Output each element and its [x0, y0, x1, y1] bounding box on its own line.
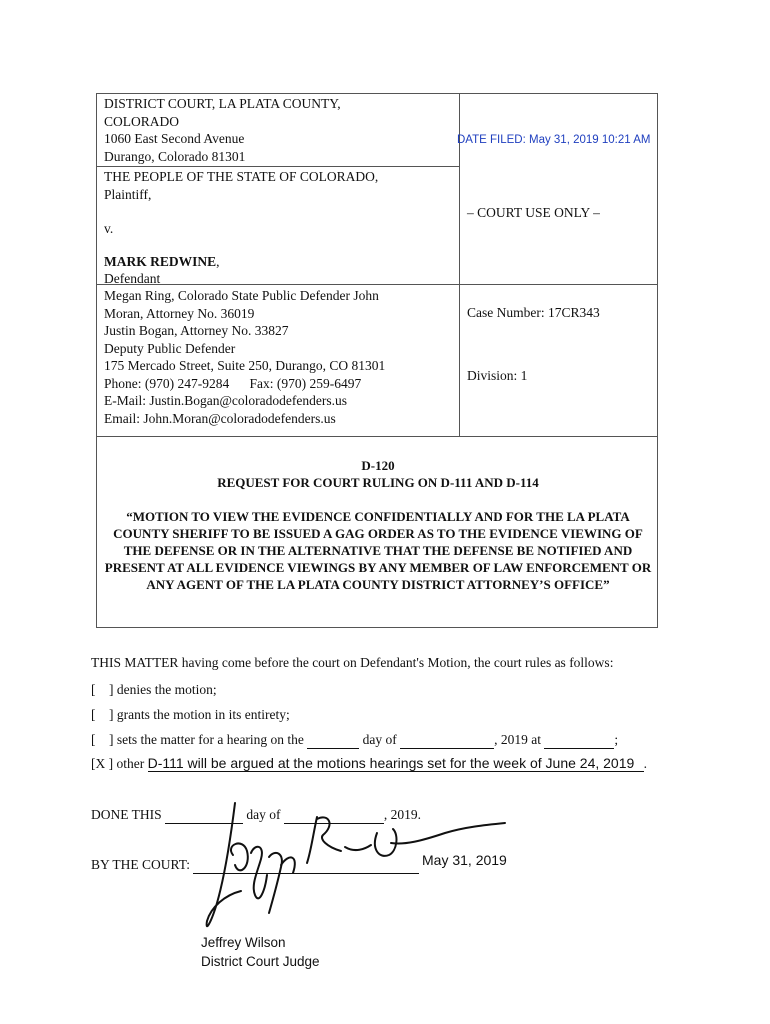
plaintiff-name: THE PEOPLE OF THE STATE OF COLORADO, — [104, 169, 379, 184]
court-name-line-2: COLORADO — [104, 113, 180, 129]
judge-signature — [195, 795, 515, 945]
court-info — [104, 95, 454, 165]
counsel-line: E-Mail: Justin.Bogan@coloradodefenders.us — [104, 393, 348, 408]
defendant-name: MARK REDWINE — [104, 253, 217, 269]
counsel-line: Justin Bogan, Attorney No. 33827 — [104, 323, 289, 338]
defendant-name-suffix: , — [216, 253, 220, 269]
court-address-street: 1060 East Second Avenue — [104, 131, 245, 146]
parties-info — [104, 168, 454, 288]
caption-divider-title — [97, 436, 657, 437]
counsel-line: Phone: (970) 247-9284 Fax: (970) 259-6497 — [104, 375, 362, 391]
done-this-label: DONE THIS — [91, 807, 162, 822]
option-other-prefix: [X ] other — [91, 756, 145, 771]
hearing-month-blank[interactable] — [400, 732, 494, 749]
defendant-line — [104, 253, 454, 271]
option-other — [91, 755, 647, 772]
option-hearing-year: , 2019 at — [494, 732, 542, 747]
hearing-date-blank[interactable] — [307, 732, 359, 749]
defendant-label: Defendant — [104, 271, 161, 286]
doc-heading: REQUEST FOR COURT RULING ON D-111 AND D-114 — [217, 475, 539, 490]
counsel-line: Email: John.Moran@coloradodefenders.us — [104, 410, 336, 426]
versus: v. — [104, 221, 114, 236]
signed-date: May 31, 2019 — [422, 852, 507, 868]
case-number: Case Number: 17CR343 — [467, 305, 600, 320]
judge-title: District Court Judge — [201, 954, 320, 969]
division: Division: 1 — [467, 368, 528, 383]
option-other-end: . — [643, 756, 647, 771]
ruling-intro: THIS MATTER having come before the court on Defendant's Motion, the court rules as follows: — [91, 655, 614, 670]
option-hearing-day: day of — [362, 732, 397, 747]
plaintiff-label: Plaintiff, — [104, 186, 152, 202]
option-other-text: D-111 will be argued at the motions hearings set for the week of June 24, 2019 — [148, 755, 644, 772]
court-use-only: ‒ COURT USE ONLY ‒ — [467, 205, 600, 220]
judge-name: Jeffrey Wilson — [201, 935, 286, 950]
motion-title: “MOTION TO VIEW THE EVIDENCE CONFIDENTIALLY AND FOR THE LA PLATA COUNTY SHERIFF TO BE ISSUED A GAG ORDER AS TO THE EVIDENCE VIEWING OF THE DEFENSE OR IN THE ALTERNATIVE THAT THE DEFENSE BE NOTIFIED AND PRESENT AT ALL EVIDENCE VIEWINGS BY ANY MEMBER OF LAW ENFORCEMENT OR ANY AGENT OF THE LA PLATA COUNTY DISTRICT ATTORNEY’S OFFICE” — [104, 509, 652, 592]
counsel-line: Deputy Public Defender — [104, 340, 236, 356]
court-address-city: Durango, Colorado 81301 — [104, 148, 246, 164]
counsel-line: Megan Ring, Colorado State Public Defender John — [104, 288, 379, 303]
caption-divider-court — [97, 166, 459, 167]
counsel-line: 175 Mercado Street, Suite 250, Durango, CO 81301 — [104, 358, 386, 373]
done-year: , 2019. — [383, 807, 421, 822]
option-grant: [ ] grants the motion in its entirety; — [91, 707, 290, 722]
by-the-court-label: BY THE COURT: — [91, 857, 191, 872]
option-hearing-end: ; — [614, 732, 619, 747]
date-filed-stamp: DATE FILED: May 31, 2019 10:21 AM — [457, 134, 651, 146]
doc-id: D-120 — [361, 458, 395, 473]
option-hearing — [91, 732, 618, 749]
case-caption-table — [96, 93, 658, 628]
counsel-line: Moran, Attorney No. 36019 — [104, 305, 255, 321]
court-name-line-1: DISTRICT COURT, LA PLATA COUNTY, — [104, 96, 341, 111]
counsel-info — [104, 287, 454, 427]
hearing-time-blank[interactable] — [544, 732, 614, 749]
option-deny: [ ] denies the motion; — [91, 682, 217, 697]
document-title — [97, 457, 659, 593]
done-day-of: day of — [246, 807, 281, 822]
option-hearing-prefix: [ ] sets the matter for a hearing on the — [91, 732, 304, 747]
